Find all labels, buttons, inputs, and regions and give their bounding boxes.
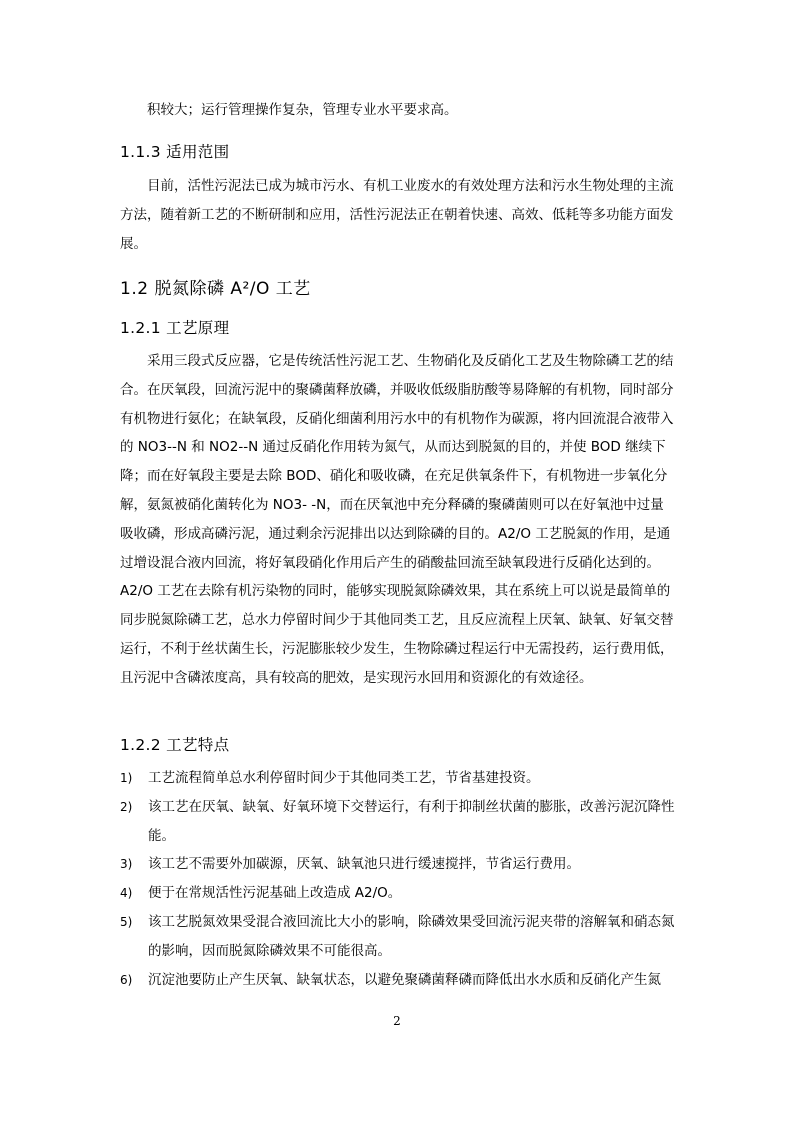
list-item-number: 1) (120, 771, 133, 785)
list-item-number: 2) (120, 799, 133, 814)
list-item-number: 3) (120, 857, 133, 872)
section-heading-1-2-2: 1.2.2 工艺特点 (120, 736, 230, 754)
list-item-number: 5) (120, 914, 133, 929)
list-item-text: 该工艺脱氮效果受混合液回流比大小的影响，除磷效果受回流污泥夹带的溶解氧和硝态氮的影响，因而脱氮除磷效果不可能很高。 (148, 913, 675, 959)
page-number: 2 (393, 1014, 401, 1028)
feature-list (120, 764, 676, 994)
section-heading-1-2-1: 1.2.1 工艺原理 (120, 319, 230, 337)
list-item (120, 966, 676, 995)
list-item-text: 便于在常规活性污泥基础上改造成 A2/O。 (148, 885, 402, 902)
paragraph-principle: 采用三段式反应器，它是传统活性污泥工艺、生物硝化及反硝化工艺及生物除磷工艺的结合。在厌氧段，回流污泥中的聚磷菌释放磷，并吸收低级脂肪酸等易降解的有机物，同时部分有机物进行氨化；在缺氧段，反硝化细菌利用污水中的有机物作为碳源，将内回流混合液带入的 NO3--N 和 NO2--N 通过反硝化作用转为氮气，从而达到脱氮的目的，并使 BOD 继续下降；而在好氧段主要是去除 BOD、硝化和吸收磷，在充足供氧条件下，有机物进一步氧化分解，氨氮被硝化菌转化为 NO3- -N，而在厌氧池中充分释磷的聚磷菌则可以在好氧池中过量吸收磷，形成高磷污泥，通过剩余污泥排出以达到除磷的目的。A2/O 工艺脱氮的作用，是通过增设混合液内回流，将好氧段硝化作用后产生的硝酸盐回流至缺氧段进行反硝化达到的。A2/O 工艺在去除有机污染物的同时，能够实现脱氮除磷效果，其在系统上可以说是最简单的同步脱氮除磷工艺，总水力停留时间少于其他同类工艺，且反应流程上厌氧、缺氧、好氧交替运行，不利于丝状菌生长，污泥膨胀较少发生，生物除磷过程运行中无需投药，运行费用低，且污泥中含磷浓度高，具有较高的肥效，是实现污水回用和资源化的有效途径。 (120, 353, 674, 686)
continuation-paragraph: 积较大；运行管理操作复杂，管理专业水平要求高。 (147, 102, 458, 118)
list-item-text: 沉淀池要防止产生厌氧、缺氧状态，以避免聚磷菌释磷而降低出水水质和反硝化产生氮 (148, 971, 661, 988)
list-item (120, 764, 676, 793)
list-item (120, 908, 676, 966)
list-item-text: 工艺流程简单总水利停留时间少于其他同类工艺，节省基建投资。 (148, 770, 540, 786)
list-item-text: 该工艺不需要外加碳源，厌氧、缺氧池只进行缓速搅拌，节省运行费用。 (148, 856, 580, 873)
section-heading-1-2: 1.2 脱氮除磷 A²/O 工艺 (120, 279, 311, 299)
section-heading-1-1-3: 1.1.3 适用范围 (120, 143, 230, 161)
list-item-number: 6) (120, 972, 133, 987)
list-item-text: 该工艺在厌氧、缺氧、好氧环境下交替运行，有利于抑制丝状菌的膨胀，改善污泥沉降性能。 (148, 798, 675, 844)
list-item (120, 793, 676, 851)
list-item (120, 879, 676, 908)
paragraph-scope: 目前，活性污泥法已成为城市污水、有机工业废水的有效处理方法和污水生物处理的主流方法，随着新工艺的不断研制和应用，活性污泥法正在朝着快速、高效、低耗等多功能方面发展。 (120, 178, 674, 252)
list-item-number: 4) (120, 886, 133, 901)
list-item (120, 850, 676, 879)
